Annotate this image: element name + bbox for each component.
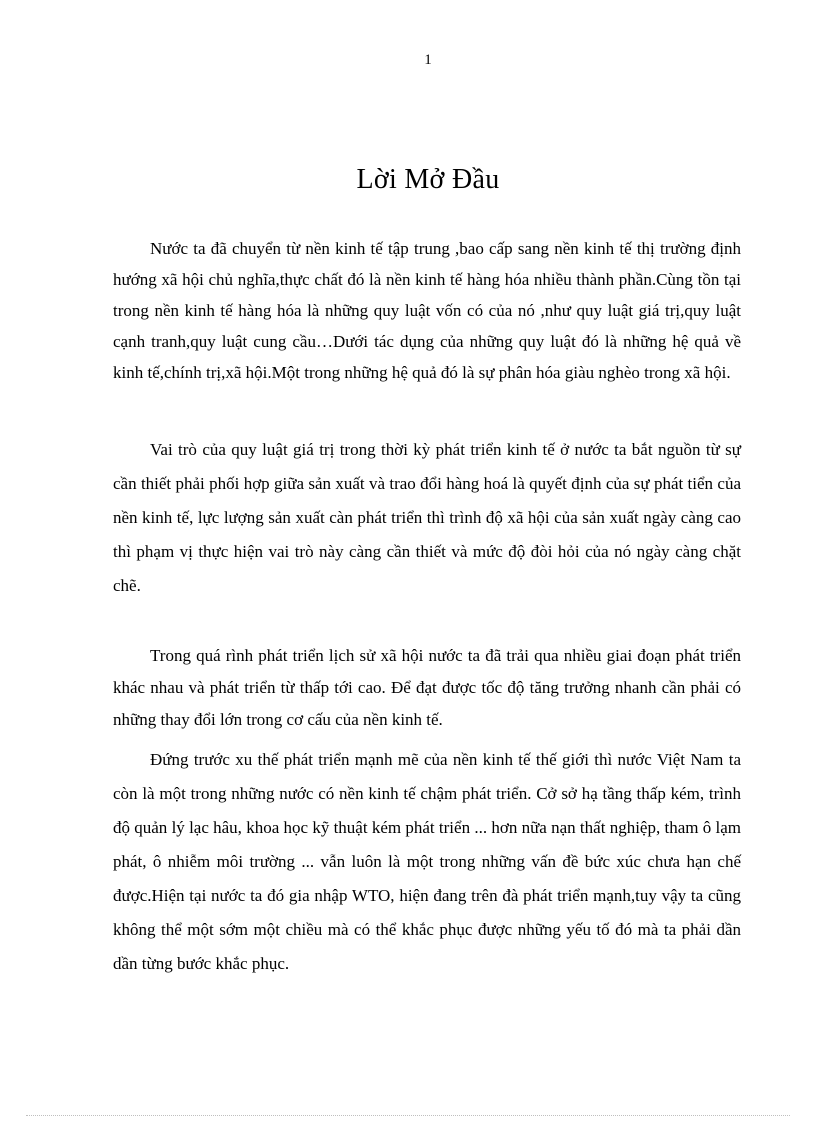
paragraph-text: Nước ta đã chuyển từ nền kinh tế tập trung ,bao cấp sang nền kinh tế thị trường định hướng xã hội chủ nghĩa,thực chất đó là nền kinh tế hàng hóa nhiều thành phần.Cùng tồn tại trong nền kinh tế hàng hóa là những quy luật vốn có của nó ,như quy luật giá trị,quy luật cạnh tranh,quy luật cung cầu…Dưới tác dụng của những quy luật đó là những hệ quả về kinh tế,chính trị,xã hội.Một trong những hệ quả đó là sự phân hóa giàu nghèo trong xã hội. — [113, 239, 741, 382]
paragraph-text: Vai trò của quy luật giá trị trong thời kỳ phát triển kinh tế ở nước ta bắt nguồn từ sự cần thiết phải phối hợp giữa sản xuất và trao đổi hàng hoá là quyết định của sự phát tiển của nền kinh tế, lực lượng sản xuất càn phát triển thì trình độ xã hội của sản xuất ngày càng cao thì phạm vị thực hiện vai trò này càng cần thiết và mức độ đòi hỏi của nó ngày càng chặt chẽ. — [113, 440, 741, 595]
paragraph-vietnam-situation — [113, 743, 741, 981]
paragraph-introduction — [113, 233, 741, 388]
paragraph-text: Trong quá rình phát triển lịch sử xã hội nước ta đã trải qua nhiều giai đoạn phát triển khác nhau và phát triển từ thấp tới cao. Để đạt được tốc độ tăng trưởng nhanh cần phải có những thay đổi lớn trong cơ cấu của nền kinh tế. — [113, 646, 741, 729]
paragraph-text: Đứng trước xu thế phát triển mạnh mẽ của nền kinh tế thế giới thì nước Việt Nam ta còn là một trong những nước có nền kinh tế chậm phát triển. Cở sở hạ tầng thấp kém, trình độ quản lý lạc hâu, khoa học kỹ thuật kém phát triển ... hơn nữa nạn thất nghiệp, tham ô lạm phát, ô nhiễm môi trường ... vẫn luôn là một trong những vấn đề bức xúc chưa hạn chế được.Hiện tại nước ta đó gia nhập WTO, hiện đang trên đà phát triển mạnh,tuy vậy ta cũng không thể một sớm một chiều mà có thể khắc phục được những yếu tố đó mà ta phải dần dần từng bước khắc phục. — [113, 750, 741, 973]
document-title: Lời Mở Đầu — [356, 164, 500, 195]
paragraph-value-law-role — [113, 433, 741, 603]
page-number: 1 — [424, 52, 432, 68]
paragraph-development-history — [113, 640, 741, 736]
page-bottom-divider — [26, 1115, 790, 1116]
